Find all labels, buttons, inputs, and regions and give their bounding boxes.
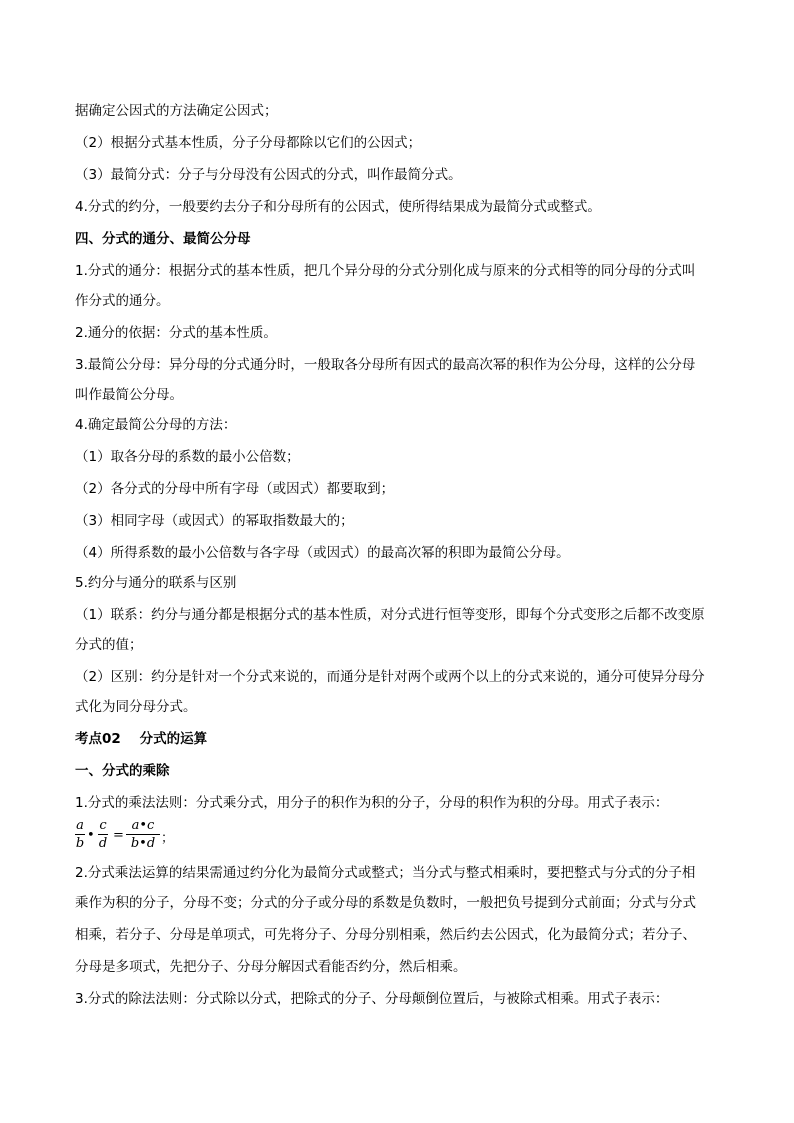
formula-semicolon: ； [161,831,175,846]
text-line: 分式的值； [75,637,143,653]
text-line: 乘作为积的分子，分母不变；分式的分子或分母的系数是负数时，一般把负号提到分式前面；分式与分式 [75,895,696,911]
fraction-a-over-b [75,818,85,851]
text-line: （1）取各分母的系数的最小公倍数； [75,449,300,465]
text-line: 相乘，若分子、分母是单项式，可先将分子、分母分别相乘，然后约去公因式，化为最简分式；若分子、 [75,927,696,943]
section-heading: 一、分式的乘除 [75,763,170,779]
fraction-c-over-d [98,818,108,851]
text-line: 1.分式的通分：根据分式的基本性质，把几个异分母的分式分别化成与原来的分式相等的同分母的分式叫 [75,263,696,279]
text-line: 作分式的通分。 [75,293,170,309]
fraction-numerator: a [76,818,84,833]
text-line: 3.最简公分母：异分母的分式通分时，一般取各分母所有因式的最高次幂的积作为公分母，这样的公分母 [75,357,696,373]
text-line: 据确定公因式的方法确定公因式； [75,103,278,119]
text-line: 1.分式的乘法法则：分式乘分式，用分子的积作为积的分子，分母的积作为积的分母。用式子表示： [75,795,669,811]
fraction-numerator: a•c [131,818,155,833]
text-line: （3）相同字母（或因式）的幂取指数最大的； [75,513,354,529]
text-line: （1）联系：约分与通分都是根据分式的基本性质，对分式进行恒等变形，即每个分式变形之后都不改变原 [75,607,705,623]
text-line: （2）各分式的分母中所有字母（或因式）都要取到； [75,481,395,497]
multiply-dot: • [87,828,95,843]
text-line: 叫作最简公分母。 [75,387,183,403]
text-line: 5.约分与通分的联系与区别 [75,575,237,591]
fraction-result [126,818,160,851]
text-line: （3）最简分式：分子与分母没有公因式的分式，叫作最简分式。 [75,167,462,183]
text-line: 式化为同分母分式。 [75,699,197,715]
text-line: （2）区别：约分是针对一个分式来说的，而通分是针对两个或两个以上的分式来说的，通分可使异分母分 [75,669,705,685]
fraction-bar [98,834,108,835]
fraction-denominator: b [75,836,85,851]
text-line: 4.确定最简公分母的方法： [75,417,237,433]
text-line: 2.分式乘法运算的结果需通过约分化为最简分式或整式；当分式与整式相乘时，要把整式与分式的分子相 [75,865,696,881]
fraction-numerator: c [99,818,107,833]
section-heading: 四、分式的通分、最简公分母 [75,231,251,247]
fraction-bar [126,834,160,835]
fraction-denominator: b•d [130,836,156,851]
fraction-denominator: d [98,836,108,851]
text-line: 3.分式的除法法则：分式除以分式，把除式的分子、分母颠倒位置后，与被除式相乘。用式子表示： [75,991,669,1007]
equals-sign: = [113,828,124,843]
topic-heading: 考点02 分式的运算 [75,731,208,747]
text-line: 2.通分的依据：分式的基本性质。 [75,325,277,341]
text-line: （4）所得系数的最小公倍数与各字母（或因式）的最高次幂的积即为最简公分母。 [75,545,570,561]
fraction-bar [75,834,85,835]
text-line: 4.分式的约分，一般要约去分子和分母所有的公因式，使所得结果成为最简分式或整式。 [75,199,601,215]
text-line: （2）根据分式基本性质，分子分母都除以它们的公因式； [75,135,422,151]
multiplication-formula [75,818,275,858]
text-line: 分母是多项式，先把分子、分母分解因式看能否约分，然后相乘。 [75,959,467,975]
